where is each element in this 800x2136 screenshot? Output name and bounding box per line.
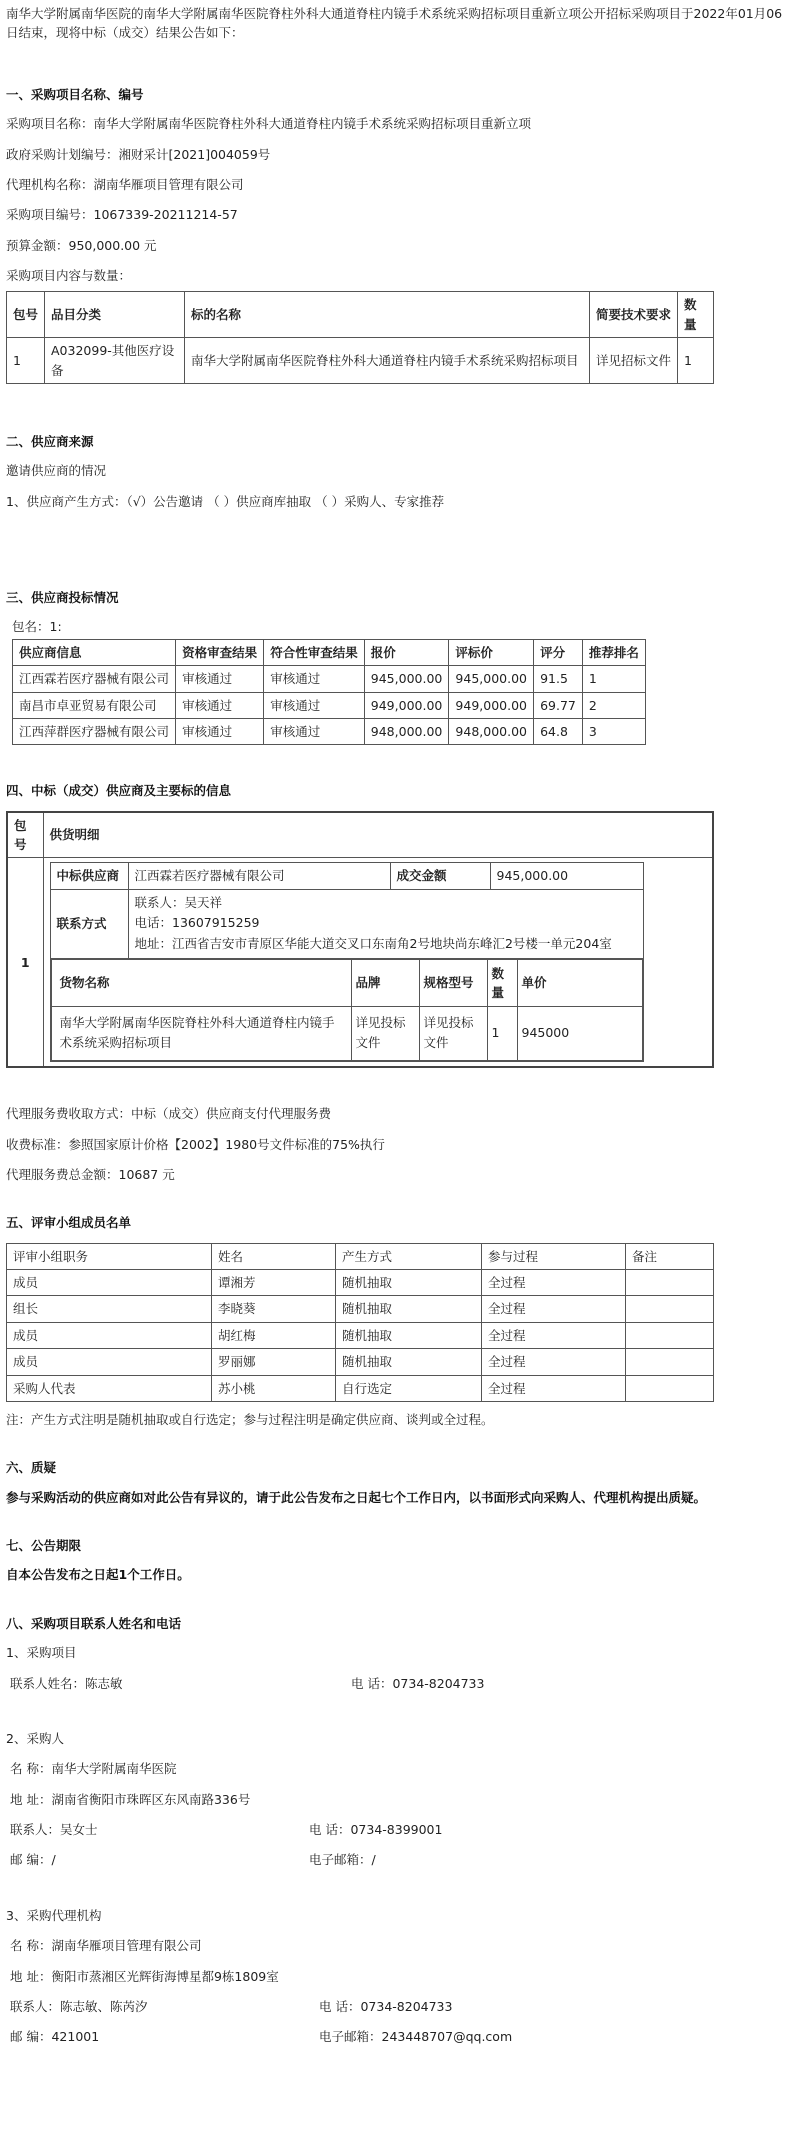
goods-model: 详见投标文件	[419, 1007, 487, 1061]
cell-package: 1	[7, 858, 43, 1067]
table-row	[7, 1322, 714, 1348]
table-row	[7, 1296, 714, 1322]
goods-col-qty: 数量	[487, 959, 517, 1007]
panel-table	[6, 1243, 714, 1402]
cell-method: 随机抽取	[336, 1296, 482, 1322]
cell-note	[626, 1375, 714, 1401]
purchaser-contact-row	[6, 1820, 792, 1839]
col-category: 品目分类	[45, 292, 185, 338]
cell-name: 谭湘芳	[212, 1270, 336, 1296]
agency-contact: 联系人：陈志敏、陈芮汐	[10, 1998, 148, 2014]
col-detail: 供货明细	[43, 812, 713, 858]
cell-name: 苏小桃	[212, 1375, 336, 1401]
cell-method: 随机抽取	[336, 1270, 482, 1296]
cell-category: A032099-其他医疗设备	[45, 338, 185, 384]
table-row	[7, 858, 713, 1067]
cell-qualification: 审核通过	[176, 666, 264, 692]
goods-col-model: 规格型号	[419, 959, 487, 1007]
goods-price: 945000	[517, 1007, 642, 1061]
cell-process: 全过程	[482, 1322, 626, 1348]
contact-address: 地址：江西省吉安市青原区华能大道交叉口东南角2号地块尚东峰汇2号楼一单元204室	[134, 936, 612, 951]
goods-cell	[50, 958, 643, 1062]
col-process: 参与过程	[482, 1243, 626, 1269]
goods-col-brand: 品牌	[351, 959, 419, 1007]
col-rank: 推荐排名	[582, 639, 645, 665]
cell-note	[626, 1349, 714, 1375]
project-contact-phone: 电 话：0734-8204733	[351, 1675, 485, 1691]
cell-note	[626, 1270, 714, 1296]
content-quantity-label: 采购项目内容与数量：	[6, 268, 132, 283]
table-row	[7, 1349, 714, 1375]
cell-role: 成员	[7, 1322, 212, 1348]
cell-eval-price: 949,000.00	[449, 692, 534, 718]
table-header-row	[7, 812, 713, 858]
cell-quote: 945,000.00	[364, 666, 449, 692]
cell-process: 全过程	[482, 1375, 626, 1401]
table-row	[7, 338, 714, 384]
winner-detail-table	[50, 862, 644, 1062]
col-package: 包号	[7, 812, 43, 858]
purchaser-heading: 2、采购人	[6, 1730, 64, 1746]
cell-role: 采购人代表	[7, 1375, 212, 1401]
cell-name: 罗丽娜	[212, 1349, 336, 1375]
table-row	[50, 889, 643, 958]
agency-address: 地 址：衡阳市蒸湘区光辉街海博星都9栋1809室	[10, 1968, 279, 1984]
cell-detail	[43, 858, 713, 1067]
contact-phone: 电话：13607915259	[134, 915, 260, 931]
cell-method: 随机抽取	[336, 1349, 482, 1375]
agency-postcode: 邮 编：421001	[10, 2029, 100, 2045]
bid-table	[12, 639, 646, 746]
cell-compliance: 审核通过	[264, 718, 365, 744]
cell-subject: 南华大学附属南华医院脊柱外科大通道脊柱内镜手术系统采购招标项目	[185, 338, 590, 384]
cell-score: 91.5	[534, 666, 583, 692]
agency-heading: 3、采购代理机构	[6, 1907, 102, 1923]
table-row	[13, 718, 646, 744]
cell-method: 自行选定	[336, 1375, 482, 1401]
cell-name: 胡红梅	[212, 1322, 336, 1348]
amount-label: 成交金额	[390, 863, 490, 889]
panel-note: 注：产生方式注明是随机抽取或自行选定；参与过程注明是确定供应商、谈判或全过程。	[6, 1411, 494, 1427]
cell-requirements: 详见招标文件	[590, 338, 678, 384]
table-row	[13, 666, 646, 692]
agency-email: 电子邮箱：243448707@qq.com	[319, 2029, 513, 2045]
project-contact-row	[6, 1674, 792, 1693]
table-header-row	[7, 292, 714, 338]
budget-amount: 预算金额：950,000.00 元	[6, 237, 157, 253]
col-name: 姓名	[212, 1243, 336, 1269]
section-6-title: 六、质疑	[6, 1460, 57, 1476]
goods-table	[51, 959, 643, 1062]
goods-qty: 1	[487, 1007, 517, 1061]
supplier-source: 1、供应商产生方式：（√）公告邀请 （ ）供应商库抽取 （ ）采购人、专家推荐	[6, 493, 445, 509]
col-requirements: 简要技术要求	[590, 292, 678, 338]
plan-number: 政府采购计划编号：湘财采计[2021]004059号	[6, 146, 271, 162]
contact-info	[128, 889, 643, 958]
table-header-row	[7, 1243, 714, 1269]
contact-label: 联系方式	[50, 889, 128, 958]
winner-label: 中标供应商	[50, 863, 128, 889]
purchaser-address: 地 址：湖南省衡阳市珠晖区东风南路336号	[10, 1791, 251, 1807]
cell-compliance: 审核通过	[264, 692, 365, 718]
cell-process: 全过程	[482, 1296, 626, 1322]
period-text: 自本公告发布之日起1个工作日。	[6, 1567, 190, 1583]
goods-row	[51, 1007, 642, 1061]
section-3-title: 三、供应商投标情况	[6, 590, 119, 605]
intro-paragraph: 南华大学附属南华医院的南华大学附属南华医院脊柱外科大通道脊柱内镜手术系统采购招标项目重新立项公开招标采购项目于2022年01月06日结束，现将中标（成交）结果公告如下：	[6, 6, 783, 41]
project-content-table	[6, 291, 714, 384]
purchaser-name: 名 称：南华大学附属南华医院	[10, 1761, 177, 1777]
project-contact-heading: 1、采购项目	[6, 1645, 77, 1661]
cell-eval-price: 948,000.00	[449, 718, 534, 744]
cell-supplier: 南昌市卓亚贸易有限公司	[13, 692, 176, 718]
cell-score: 64.8	[534, 718, 583, 744]
agency-phone: 电 话：0734-8204733	[319, 1998, 453, 2014]
project-name: 采购项目名称：南华大学附属南华医院脊柱外科大通道脊柱内镜手术系统采购招标项目重新立项	[6, 116, 532, 132]
fee-method: 代理服务费收取方式：中标（成交）供应商支付代理服务费	[6, 1106, 332, 1122]
cell-package: 1	[7, 338, 45, 384]
cell-name: 李晓葵	[212, 1296, 336, 1322]
col-note: 备注	[626, 1243, 714, 1269]
cell-supplier: 江西霖若医疗器械有限公司	[13, 666, 176, 692]
winner-table	[6, 811, 714, 1069]
col-method: 产生方式	[336, 1243, 482, 1269]
col-quote: 报价	[364, 639, 449, 665]
table-row	[7, 1375, 714, 1401]
goods-col-price: 单价	[517, 959, 642, 1007]
cell-role: 成员	[7, 1270, 212, 1296]
cell-process: 全过程	[482, 1270, 626, 1296]
cell-quote: 948,000.00	[364, 718, 449, 744]
invite-info: 邀请供应商的情况	[6, 463, 107, 479]
cell-note	[626, 1296, 714, 1322]
cell-rank: 1	[582, 666, 645, 692]
project-number: 采购项目编号：1067339-20211214-57	[6, 207, 238, 223]
cell-method: 随机抽取	[336, 1322, 482, 1348]
purchaser-contact: 联系人：吴女士	[10, 1822, 98, 1837]
cell-quote: 949,000.00	[364, 692, 449, 718]
table-row	[7, 1270, 714, 1296]
table-row	[13, 692, 646, 718]
cell-score: 69.77	[534, 692, 583, 718]
objection-text: 参与采购活动的供应商如对此公告有异议的，请于此公告发布之日起七个工作日内，以书面形式向采购人、代理机构提出质疑。	[6, 1489, 707, 1505]
package-name: 包名：1:	[12, 619, 62, 635]
section-1-title: 一、采购项目名称、编号	[6, 86, 144, 102]
fee-standard: 收费标准：参照国家原计价格【2002】1980号文件标准的75%执行	[6, 1136, 385, 1152]
agency-contact-row	[6, 1997, 792, 2016]
purchaser-post-row	[6, 1850, 792, 1869]
table-row	[50, 958, 643, 1062]
agency-name: 代理机构名称：湖南华雁项目管理有限公司	[6, 176, 244, 192]
goods-col-name: 货物名称	[51, 959, 351, 1007]
section-4-title: 四、中标（成交）供应商及主要标的信息	[6, 783, 232, 799]
cell-qualification: 审核通过	[176, 692, 264, 718]
col-score: 评分	[534, 639, 583, 665]
col-subject: 标的名称	[185, 292, 590, 338]
agency-org-name: 名 称：湖南华雁项目管理有限公司	[10, 1938, 202, 1954]
cell-qualification: 审核通过	[176, 718, 264, 744]
col-quantity: 数量	[678, 292, 714, 338]
col-qualification: 资格审查结果	[176, 639, 264, 665]
cell-compliance: 审核通过	[264, 666, 365, 692]
section-5-title: 五、评审小组成员名单	[6, 1215, 132, 1231]
goods-brand: 详见投标文件	[351, 1007, 419, 1061]
cell-eval-price: 945,000.00	[449, 666, 534, 692]
purchaser-phone: 电 话：0734-8399001	[309, 1822, 443, 1837]
winner-name: 江西霖若医疗器械有限公司	[128, 863, 390, 889]
table-header-row	[13, 639, 646, 665]
agency-post-row	[6, 2027, 792, 2046]
col-supplier: 供应商信息	[13, 639, 176, 665]
cell-rank: 3	[582, 718, 645, 744]
cell-process: 全过程	[482, 1349, 626, 1375]
goods-name: 南华大学附属南华医院脊柱外科大通道脊柱内镜手术系统采购招标项目	[51, 1007, 351, 1061]
cell-rank: 2	[582, 692, 645, 718]
section-2-title: 二、供应商来源	[6, 433, 94, 449]
project-contact-name: 联系人姓名：陈志敏	[10, 1675, 123, 1691]
section-8-title: 八、采购项目联系人姓名和电话	[6, 1615, 182, 1631]
purchaser-postcode: 邮 编：/	[10, 1852, 56, 1868]
col-package: 包号	[7, 292, 45, 338]
cell-role: 组长	[7, 1296, 212, 1322]
cell-quantity: 1	[678, 338, 714, 384]
fee-total: 代理服务费总金额：10687 元	[6, 1166, 175, 1182]
amount-value: 945,000.00	[490, 863, 643, 889]
col-compliance: 符合性审查结果	[264, 639, 365, 665]
cell-supplier: 江西萍群医疗器械有限公司	[13, 718, 176, 744]
purchaser-email: 电子邮箱：/	[309, 1852, 376, 1868]
col-role: 评审小组职务	[7, 1243, 212, 1269]
goods-header-row	[51, 959, 642, 1007]
cell-role: 成员	[7, 1349, 212, 1375]
col-eval-price: 评标价	[449, 639, 534, 665]
section-7-title: 七、公告期限	[6, 1538, 82, 1553]
cell-note	[626, 1322, 714, 1348]
table-row	[50, 863, 643, 889]
contact-person: 联系人：吴天祥	[134, 894, 223, 910]
